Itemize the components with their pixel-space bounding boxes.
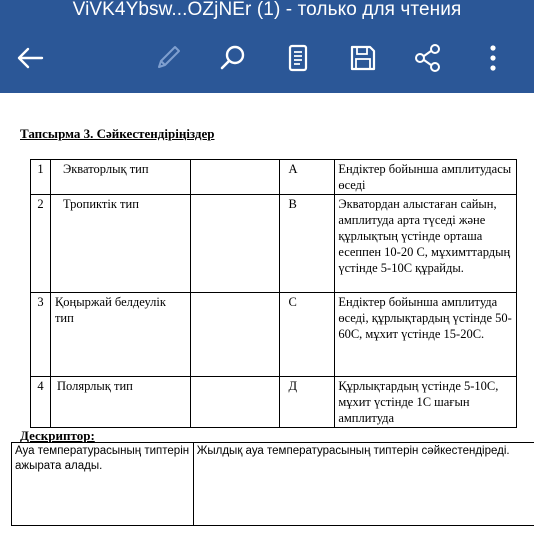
table-row bbox=[31, 195, 517, 293]
table-row bbox=[31, 160, 517, 195]
row-number: 2 bbox=[31, 195, 51, 293]
descriptor-left-cell: Ауа температурасының типтерін ажырата алады. bbox=[12, 443, 194, 526]
share-icon[interactable] bbox=[410, 40, 446, 76]
description-cell: Экватордан алыстаған сайын, амплитуда арта түседі және құрлықтың үстінде орташа есеппен 10-20 С, мұхимттардың үстінде 5-10С құрайды. bbox=[335, 195, 517, 293]
more-icon[interactable] bbox=[475, 40, 511, 76]
search-icon[interactable] bbox=[215, 40, 251, 76]
table-row bbox=[31, 377, 517, 428]
type-cell: Тропиктік тип bbox=[50, 195, 190, 293]
window-title: ViVK4Ybsw...OZjNEr (1) - только для чтения bbox=[72, 0, 462, 20]
answer-cell bbox=[190, 377, 280, 428]
document-page bbox=[0, 93, 534, 537]
table-row bbox=[12, 443, 534, 526]
pencil-icon[interactable] bbox=[150, 40, 186, 76]
descriptor-table bbox=[11, 442, 534, 526]
app-toolbar bbox=[0, 0, 534, 93]
task-heading: Тапсырма 3. Сәйкестендіріңіздер bbox=[20, 126, 215, 141]
save-icon[interactable] bbox=[345, 40, 381, 76]
row-number: 1 bbox=[31, 160, 51, 195]
letter-cell: С bbox=[280, 293, 335, 377]
descriptor-label: Дескриптор: bbox=[20, 428, 95, 443]
descriptor-right-cell: Жылдық ауа температурасының типтерін сәйкестендіреді. bbox=[193, 443, 534, 526]
back-arrow-icon[interactable] bbox=[12, 40, 48, 76]
row-number: 4 bbox=[31, 377, 51, 428]
description-cell: Құрлықтардың үстінде 5-10С, мұхит үстінде 1С шағын амплитуда bbox=[335, 377, 517, 428]
type-cell: Полярлық тип bbox=[50, 377, 190, 428]
answer-cell bbox=[190, 195, 280, 293]
type-cell: Қоңыржай белдеулік тип bbox=[50, 293, 190, 377]
matching-table bbox=[30, 159, 517, 428]
letter-cell: Д bbox=[280, 377, 335, 428]
reading-view-icon[interactable] bbox=[280, 40, 316, 76]
description-cell: Ендіктер бойынша амплитудасы өседі bbox=[335, 160, 517, 195]
row-number: 3 bbox=[31, 293, 51, 377]
answer-cell bbox=[190, 293, 280, 377]
letter-cell: А bbox=[280, 160, 335, 195]
table-row bbox=[31, 293, 517, 377]
letter-cell: В bbox=[280, 195, 335, 293]
description-cell: Ендіктер бойынша амплитуда өседі, құрлықтардың үстінде 50-60С, мұхит үстінде 15-20С. bbox=[335, 293, 517, 377]
type-cell: Экваторлық тип bbox=[50, 160, 190, 195]
answer-cell bbox=[190, 160, 280, 195]
